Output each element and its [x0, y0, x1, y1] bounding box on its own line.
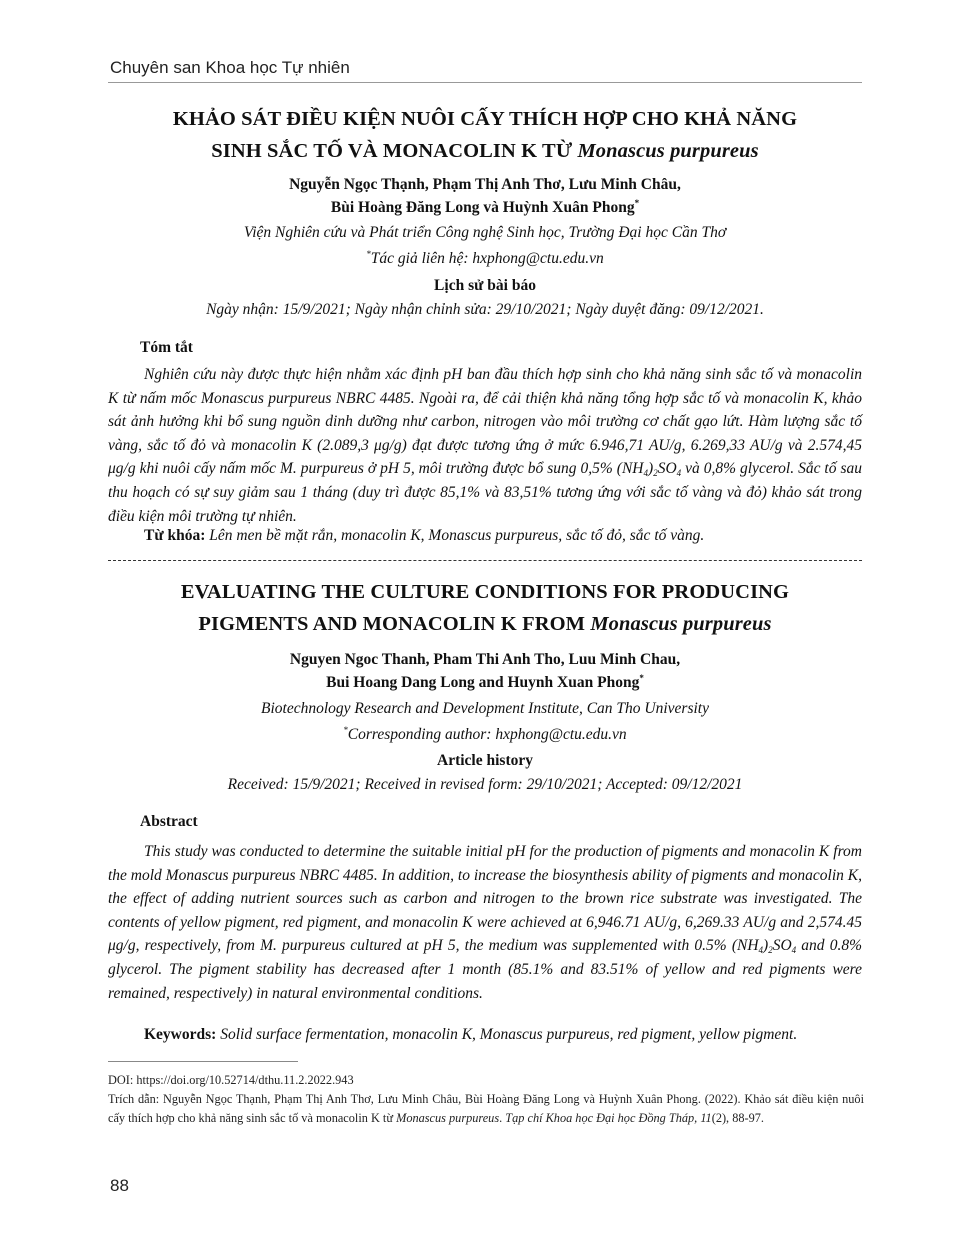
- vi-history-heading: Lịch sử bài báo: [434, 277, 536, 294]
- en-affiliation: Biotechnology Research and Development Institute, Can Tho University: [261, 700, 709, 717]
- footnote-rule: [108, 1061, 298, 1062]
- vi-title: [108, 103, 862, 167]
- section-divider: [108, 560, 862, 561]
- header-rule: [108, 82, 862, 83]
- vi-title-line1: KHẢO SÁT ĐIỀU KIỆN NUÔI CẤY THÍCH HỢP CHO KHẢ NĂNG: [172, 108, 798, 130]
- vi-title-line2: SINH SẮC TỐ VÀ MONACOLIN K TỪ Monascus purpureus: [211, 140, 759, 162]
- en-keywords: Keywords: Solid surface fermentation, monacolin K, Monascus purpureus, red pigment, yellow pigment.: [144, 1026, 798, 1043]
- vi-corresponding: *Tác giả liên hệ: hxphong@ctu.edu.vn: [366, 248, 604, 267]
- vi-title-species: Monascus purpureus: [577, 140, 759, 162]
- en-authors: Nguyen Ngoc Thanh, Pham Thi Anh Tho, Luu Minh Chau, Bui Hoang Dang Long and Huynh Xuan Phong*: [289, 651, 681, 691]
- doi-link[interactable]: DOI: https://doi.org/10.52714/dthu.11.2.2022.943: [108, 1073, 354, 1087]
- vi-keywords: Từ khóa: Lên men bề mặt rắn, monacolin K, Monascus purpureus, sắc tố đỏ, sắc tố vàng.: [144, 527, 705, 544]
- en-title-species: Monascus purpureus: [590, 613, 772, 635]
- vi-affiliation: Viện Nghiên cứu và Phát triển Công nghệ Sinh học, Trường Đại học Cần Thơ: [243, 224, 727, 241]
- vi-history: Ngày nhận: 15/9/2021; Ngày nhận chỉnh sửa: 29/10/2021; Ngày duyệt đăng: 09/12/2021.: [206, 301, 764, 318]
- page-number: 88: [110, 1176, 129, 1195]
- en-history-heading: Article history: [437, 752, 533, 769]
- en-corresponding: *Corresponding author: hxphong@ctu.edu.vn: [343, 724, 627, 743]
- en-title-line2: PIGMENTS AND MONACOLIN K FROM Monascus purpureus: [198, 613, 772, 635]
- journal-header: Chuyên san Khoa học Tự nhiên: [110, 58, 350, 77]
- en-abstract-heading: Abstract: [140, 813, 198, 830]
- citation-footnote: Trích dẫn: Nguyễn Ngọc Thạnh, Phạm Thị Anh Thơ, Lưu Minh Châu, Bùi Hoàng Đăng Long và Huỳnh Xuân Phong. (2022). Khảo sát điều kiện nuôi cấy thích hợp cho khả năng sinh sắc tố và monacolin K từ Monascus purpureus. Tạp chí Khoa học Đại học Đồng Tháp, 11(2), 88-97.: [108, 1092, 864, 1125]
- en-history: Received: 15/9/2021; Received in revised form: 29/10/2021; Accepted: 09/12/2021: [227, 776, 743, 793]
- vi-authors: Nguyễn Ngọc Thạnh, Phạm Thị Anh Thơ, Lưu Minh Châu, Bùi Hoàng Đăng Long và Huỳnh Xuân Phong*: [289, 176, 681, 216]
- vi-abstract: Nghiên cứu này được thực hiện nhằm xác định pH ban đầu thích hợp sinh cho khả năng sinh sắc tố và monacolin K từ nấm mốc Monascus purpureus NBRC 4485. Ngoài ra, để cải thiện khả năng tổng hợp sắc tố và monacolin K, khảo sát ảnh hưởng khi bổ sung nguồn dinh dưỡng như carbon, nitrogen vào môi trường cơ chất gạo lứt. Hàm lượng sắc tố vàng, sắc tố đỏ và monacolin K (2.089,3 μg/g) đạt được tương ứng ở mức 6.946,71 AU/g, 6.269,33 AU/g và 2.574,45 μg/g khi nuôi cấy nấm mốc M. purpureus ở pH 5, môi trường được bổ sung 0,5% $(NH_4)_2SO_4$ và 0,8% glycerol. Sắc tố sau thu hoạch có sự suy giảm sau 1 tháng (duy trì được 85,1% và 83,51% tương ứng với sắc tố vàng và đỏ) khảo sát trong điều kiện môi trường tự nhiên.: [108, 366, 862, 525]
- vi-abstract-heading: Tóm tắt: [140, 339, 193, 356]
- en-title: [108, 576, 862, 640]
- en-title-line1: EVALUATING THE CULTURE CONDITIONS FOR PRODUCING: [180, 581, 790, 603]
- en-abstract: This study was conducted to determine the suitable initial pH for the production of pigments and monacolin K from the mold Monascus purpureus NBRC 4485. In addition, to increase the biosynthesis ability of pigments and monacolin K, the effect of adding nutrient sources such as carbon and nitrogen to the brown rice substrate was investigated. The contents of yellow pigment, red pigment, and monacolin K were achieved at 6,946.71 AU/g, 6,269.33 AU/g and 2,574.45 μg/g, respectively, from M. purpureus cultured at pH 5, the medium was supplemented with 0.5% $(NH_4)_2SO_4$ and 0.8% glycerol. The pigment stability has decreased after 1 month (85.1% and 83.51% of yellow and red pigments were remained, respectively) in natural environmental conditions.: [108, 843, 862, 1002]
